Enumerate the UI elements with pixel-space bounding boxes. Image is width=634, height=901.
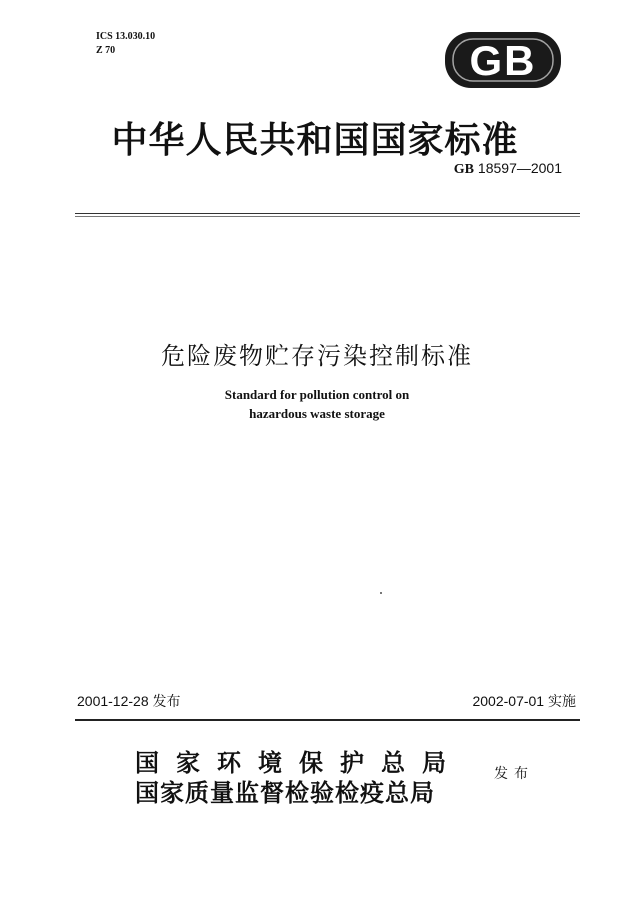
classification-codes	[96, 30, 155, 58]
standard-code	[454, 160, 562, 178]
document-title-english	[0, 385, 634, 423]
ics-code: ICS 13.030.10	[96, 31, 156, 42]
ccs-code: Z 70	[96, 45, 116, 56]
english-title-line-1: Standard for pollution control on	[224, 387, 410, 402]
footer-rule	[75, 719, 580, 721]
issue-date: 2001-12-28 发布	[77, 693, 181, 709]
document-title-chinese: 危险废物贮存污染控制标准	[161, 342, 473, 370]
speck	[380, 592, 382, 594]
code-prefix: GB	[453, 162, 475, 177]
publish-label: 发布	[494, 766, 534, 782]
header-rule-thin	[75, 216, 580, 217]
english-title-line-2: hazardous waste storage	[249, 406, 385, 421]
issuer-1: 国家环境保护总局	[135, 748, 463, 777]
header-rule	[75, 213, 580, 214]
effective-date: 2002-07-01 实施	[472, 693, 576, 709]
code-number: 18597—2001	[477, 160, 562, 176]
gb-logo	[443, 30, 563, 90]
logo-text: GB	[469, 37, 537, 84]
issuer-2: 国家质量监督检验检疫总局	[135, 778, 435, 807]
national-standard-heading: 中华人民共和国国家标准	[111, 119, 519, 161]
